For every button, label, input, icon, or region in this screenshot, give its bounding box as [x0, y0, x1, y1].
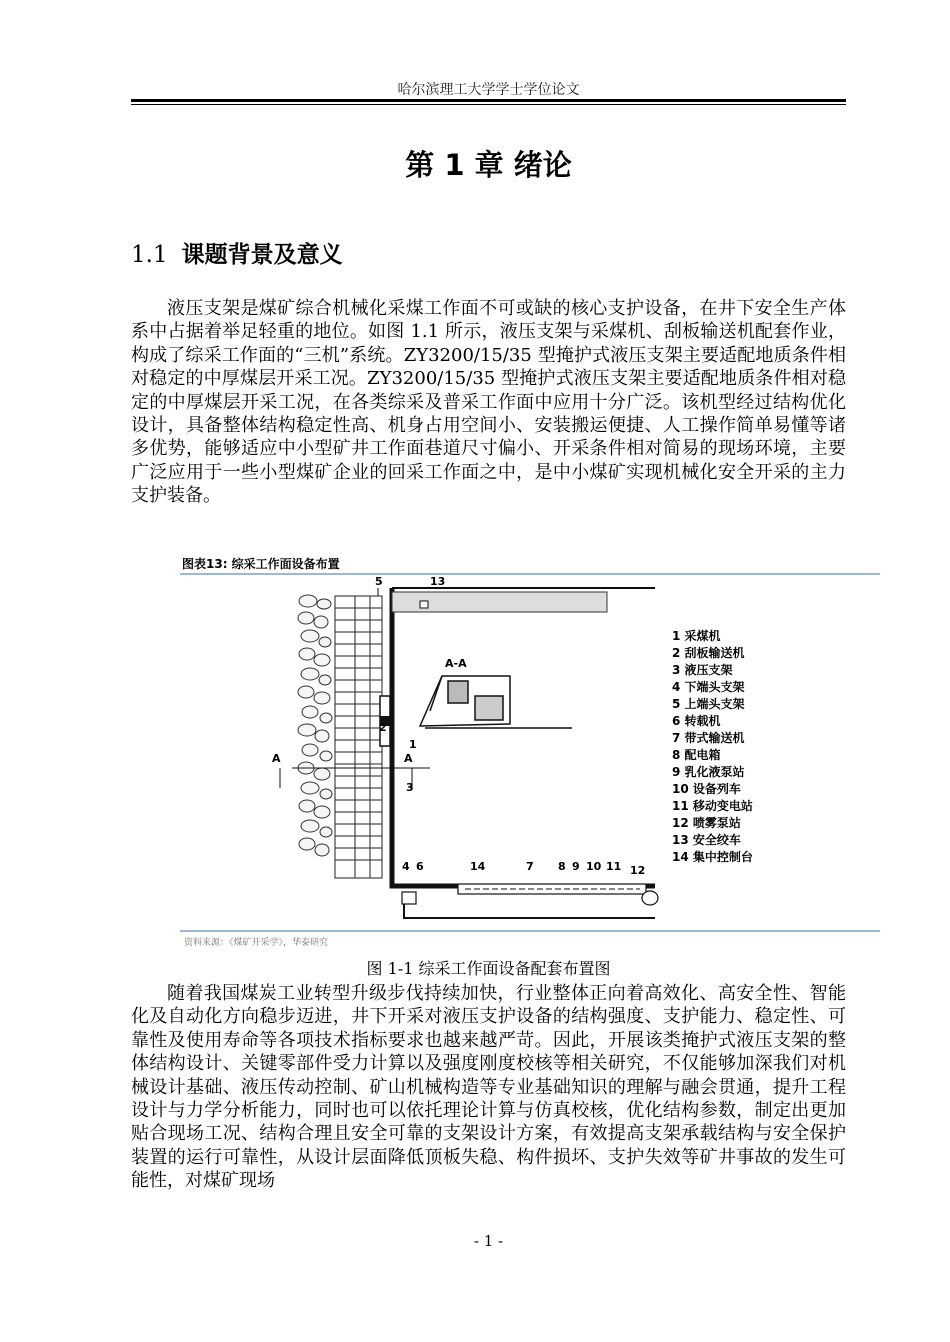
- legend-item: 1 采煤机: [672, 629, 721, 643]
- legend-item: 13 安全绞车: [672, 833, 741, 847]
- figure-caption: 图 1-1 综采工作面设备配套布置图: [366, 959, 611, 978]
- page-number: - 1 -: [473, 1232, 504, 1250]
- legend-item: 3 液压支架: [672, 663, 733, 677]
- chapter-title: 第 1 章 绪论: [405, 148, 572, 182]
- running-header: 哈尔滨理工大学学士学位论文: [397, 82, 580, 98]
- callout-5: 5: [375, 575, 383, 588]
- callout-9: 9: [572, 860, 580, 873]
- callout-4: 4: [402, 860, 410, 873]
- figure-source: 资料来源：《煤矿开采学》，华泰研究: [184, 938, 329, 948]
- callout-11: 11: [606, 860, 622, 873]
- legend-item: 11 移动变电站: [672, 799, 753, 813]
- coal-face-outline: [392, 588, 655, 886]
- legend-item: 14 集中控制台: [672, 850, 753, 864]
- callout-10: 10: [586, 860, 602, 873]
- callout-3: 3: [406, 781, 414, 794]
- goaf-rock-area: [298, 595, 332, 856]
- figure-equipment-layout: [180, 556, 880, 951]
- callout-8: 8: [558, 860, 566, 873]
- callout-14: 14: [470, 860, 486, 873]
- figure-legend: [672, 628, 753, 864]
- safety-winch: [420, 601, 428, 608]
- legend-item: 10 设备列车: [672, 782, 741, 796]
- lower-roadway-edge: [404, 892, 655, 918]
- legend-item: 6 转载机: [672, 714, 721, 728]
- section-number: 1.1: [131, 242, 168, 268]
- paragraph-1: 液压支架是煤矿综合机械化采煤工作面不可或缺的核心支护设备，在井下安全生产体系中占据着举足轻重的地位。如图 1.1 所示，液压支架与采煤机、刮板输送机配套作业，构成了综采工作面的“三机”系统。ZY3200/15/35 型掩护式液压支架主要适配地质条件相对稳定的中厚煤层开采工况。ZY3200/15/35 型掩护式液压支架主要适配地质条件相对稳定的中厚煤层开采工况，在各类综采及普采工作面中应用十分广泛。该机型经过结构优化设计，具备整体结构稳定性高、机身占用空间小、安装搬运便捷、人工操作简单易懂等诸多优势，能够适应中小型矿井工作面巷道尺寸偏小、开采条件相对简易的现场环境，主要广泛应用于一些小型煤矿企业的回采工作面之中，是中小煤矿实现机械化安全开采的主力支护装备。: [131, 298, 846, 507]
- callout-1: 1: [409, 738, 417, 751]
- conveyor-drive: [642, 891, 658, 905]
- callout-12: 12: [630, 864, 646, 877]
- callout-7: 7: [526, 860, 534, 873]
- section-heading: [131, 236, 343, 269]
- legend-item: 4 下端头支架: [672, 680, 745, 694]
- header-rule-thick: [131, 99, 846, 102]
- section-aa-inset: [420, 676, 572, 728]
- legend-item: 7 带式输送机: [672, 731, 745, 745]
- section-aa-label: A-A: [445, 657, 467, 670]
- legend-item: 8 配电箱: [672, 748, 721, 762]
- legend-item: 5 上端头支架: [672, 697, 745, 711]
- callout-2: 2: [379, 721, 387, 734]
- figure-title: 图表13: 综采工作面设备布置: [182, 557, 340, 571]
- paragraph-2: 随着我国煤炭工业转型升级步伐持续加快，行业整体正向着高效化、高安全性、智能化及自动化方向稳步迈进，井下开采对液压支护设备的结构强度、支护能力、稳定性、可靠性及使用寿命等各项技术指标要求也越来越严苛。因此，开展该类掩护式液压支架的整体结构设计、关键零部件受力计算以及强度刚度校核等相关研究，不仅能够加深我们对机械设计基础、液压传动控制、矿山机械构造等专业基础知识的理解与融会贯通，提升工程设计与力学分析能力，同时也可以依托理论计算与仿真校核，优化结构参数，制定出更加贴合现场工况、结构合理且安全可靠的支架设计方案，有效提高支架承载结构与安全保护装置的运行可靠性，从设计层面降低顶板失稳、构件损坏、支护失效等矿井事故的发生可能性，对煤矿现场: [131, 983, 846, 1192]
- cut-label-right: A: [404, 752, 413, 765]
- legend-item: 9 乳化液泵站: [672, 765, 745, 779]
- lower-end-support: [402, 892, 416, 904]
- header-rule-thin: [131, 104, 846, 105]
- legend-item: 12 喷雾泵站: [672, 816, 741, 830]
- callout-6: 6: [416, 860, 424, 873]
- cut-label-left: A: [272, 752, 281, 765]
- legend-item: 2 刮板输送机: [672, 646, 745, 660]
- callout-13: 13: [430, 575, 446, 588]
- section-title: 课题背景及意义: [181, 242, 343, 268]
